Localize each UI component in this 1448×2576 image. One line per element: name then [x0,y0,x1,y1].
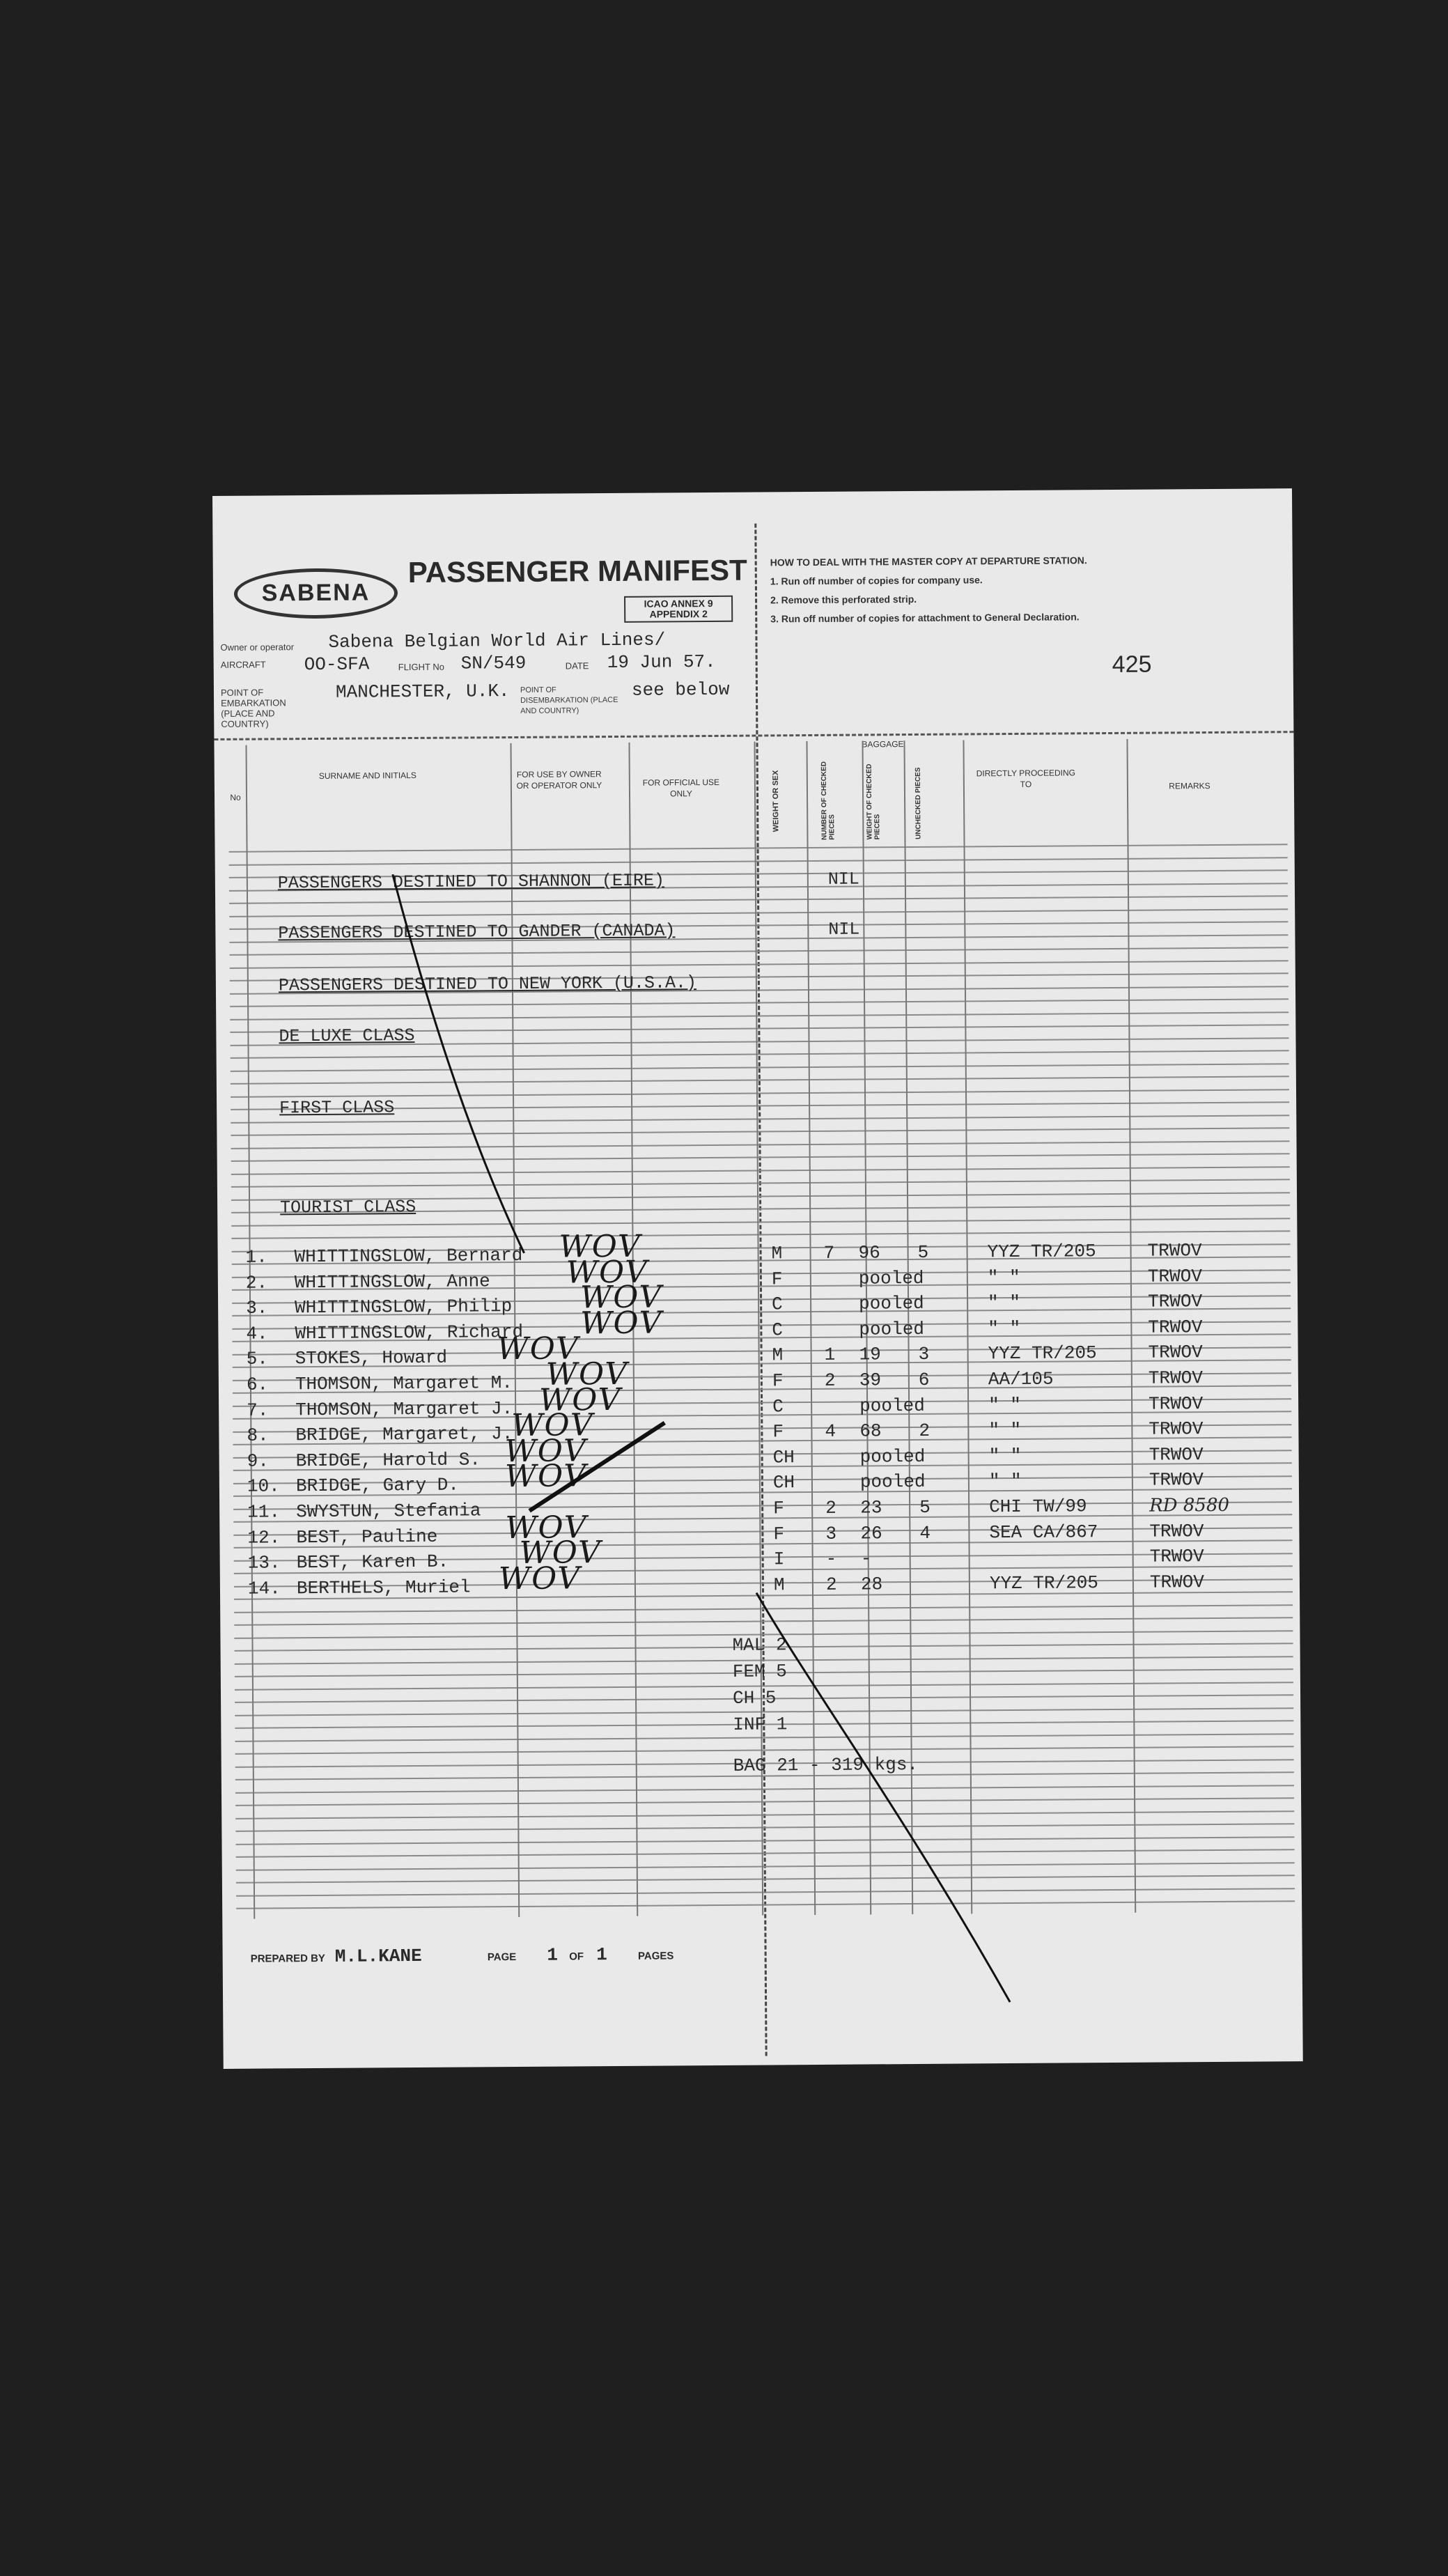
section-shannon-note: NIL [827,869,859,890]
passenger-pcs: 3 [825,1523,837,1544]
passenger-to: AA/105 [988,1368,1054,1390]
strike-line-lower [756,1591,1010,2003]
passenger-rem: TRWOV [1148,1367,1203,1389]
disembarkation-value: see below [631,678,730,701]
passenger-rem: TRWOV [1149,1418,1204,1440]
passenger-unc: 6 [918,1369,930,1390]
passenger-rem: TRWOV [1148,1316,1203,1338]
passenger-rem: TRWOV [1148,1291,1203,1312]
strike-lines [212,488,1303,2069]
passenger-name: STOKES, Howard [295,1347,448,1370]
passenger-rem: TRWOV [1149,1546,1204,1567]
passenger-wt: 39 [859,1370,882,1391]
passenger-no: 13. [247,1552,281,1574]
passenger-unc: 3 [918,1344,930,1365]
col-baggage: BAGGAGE [862,739,904,750]
summary-children: CH 5 [732,1687,777,1709]
passenger-rem: TRWOV [1149,1469,1204,1491]
passenger-to: " " [988,1471,1022,1492]
col-no: No [230,792,241,802]
icao-annex-box: ICAO ANNEX 9 APPENDIX 2 [624,596,733,623]
disembarkation-label: POINT OF DISEMBARKATION (PLACE AND COUNTRY) [520,685,618,715]
passenger-rem: RD 8580 [1149,1494,1230,1516]
handwritten-wov-mark: WOV [559,1228,642,1265]
passenger-to: YYZ TR/205 [987,1241,1096,1263]
passenger-wt: pooled [859,1395,925,1417]
handwritten-wov-mark: WOV [505,1509,588,1546]
passenger-no: 14. [247,1578,281,1599]
passenger-name: SWYSTUN, Stefania [296,1500,481,1523]
passenger-wt: pooled [859,1293,924,1314]
aircraft-label: AIRCRAFT [220,659,266,670]
of-label: OF [569,1950,584,1963]
passenger-no: 3. [246,1297,268,1319]
handwritten-wov-mark: WOV [504,1458,588,1495]
passenger-wt: 28 [860,1574,883,1595]
passenger-no: 7. [247,1399,269,1421]
section-tourist-class: TOURIST CLASS [280,1196,417,1218]
handwritten-wov-mark: WOV [566,1254,649,1291]
passenger-wt: 68 [859,1420,882,1442]
handwritten-wov-mark: WOV [579,1279,663,1316]
passenger-name: WHITTINGSLOW, Anne [294,1270,490,1293]
passenger-sex: C [772,1395,784,1418]
passenger-to: " " [988,1394,1022,1415]
passenger-name: BRIDGE, Harold S. [295,1449,481,1471]
flight-label: FLIGHT No [398,661,444,673]
passenger-to: " " [988,1445,1022,1467]
passenger-to: CHI TW/99 [989,1496,1087,1518]
summary-infants: INF 1 [733,1714,788,1735]
passenger-to: YYZ TR/205 [989,1572,1099,1595]
passenger-rem: TRWOV [1149,1443,1204,1466]
passenger-to: SEA CA/867 [989,1521,1098,1543]
passenger-pcs: 2 [825,1497,836,1519]
passenger-unc: 5 [917,1241,929,1263]
handwritten-wov-mark: WOV [511,1407,594,1444]
handwritten-wov-mark: WOV [538,1381,622,1418]
passenger-to: " " [988,1317,1021,1340]
date-value: 19 Jun 57. [607,651,716,674]
passenger-rem: TRWOV [1147,1265,1202,1287]
passenger-no: 9. [247,1450,269,1472]
passenger-rem: TRWOV [1149,1520,1204,1542]
passenger-wt: pooled [859,1445,926,1468]
passenger-sex: F [773,1523,785,1545]
col-official-use: FOR OFFICIAL USE ONLY [642,777,720,799]
handwritten-wov-mark: WOV [497,1330,580,1367]
passenger-wt: 26 [860,1522,882,1544]
col-surname: SURNAME AND INITIALS [318,770,417,781]
passenger-name: WHITTINGSLOW, Philip [295,1296,513,1319]
passenger-no: 4. [246,1323,268,1344]
passenger-pcs: 7 [823,1242,835,1264]
summary-male: MAL 2 [732,1634,787,1656]
passenger-sex: F [773,1498,784,1519]
passenger-sex: F [772,1421,784,1443]
passenger-sex: M [773,1574,785,1596]
passenger-no: 5. [246,1348,268,1370]
strike-line-upper [393,874,524,1254]
passenger-rem: TRWOV [1147,1240,1202,1262]
passenger-unc: 5 [919,1496,931,1518]
date-label: DATE [565,660,589,672]
passenger-sex: I [773,1549,785,1570]
passenger-no: 8. [247,1425,269,1446]
passenger-name: BRIDGE, Margaret, J. [295,1423,513,1446]
section-first-class: FIRST CLASS [279,1097,395,1119]
instruction-1: 1. Run off number of copies for company use. [770,574,983,587]
passenger-name: BRIDGE, Gary D. [295,1474,460,1497]
passenger-unc: 4 [919,1522,931,1544]
section-gander-note: NIL [828,919,860,940]
prepared-by-label: PREPARED BY [250,1952,325,1965]
passenger-pcs: - [825,1548,837,1570]
passenger-wt: pooled [859,1471,926,1493]
embarkation-value: MANCHESTER, U.K. [335,681,510,703]
passenger-sex: C [772,1294,783,1315]
embarkation-label: POINT OF EMBARKATION (PLACE AND COUNTRY) [220,687,286,729]
passenger-wt: pooled [859,1318,925,1340]
handwritten-wov-mark: WOV [504,1433,588,1469]
passenger-name: BERTHELS, Muriel [296,1576,471,1599]
passenger-name: WHITTINGSLOW, Bernard [294,1244,523,1268]
summary-female: FEM 5 [732,1661,787,1682]
col-weight-sex: WEIGHT OR SEX [771,770,781,832]
passenger-sex: M [772,1344,784,1366]
col-bag-number: NUMBER OF CHECKED PIECES [820,761,836,840]
passenger-wt: - [860,1548,872,1569]
passenger-sex: F [771,1268,783,1290]
section-shannon: PASSENGERS DESTINED TO SHANNON (EIRE) [277,870,665,894]
passenger-name: BEST, Pauline [296,1526,438,1548]
prepared-by-value: M.L.KANE [334,1945,422,1967]
summary-baggage: BAG 21 - 319 kgs. [733,1753,919,1776]
pages-label: PAGES [637,1950,674,1962]
passenger-pcs: 4 [825,1420,836,1443]
strike-line-bridge [529,1422,665,1510]
passenger-name: WHITTINGSLOW, Richard [295,1321,524,1344]
passenger-pcs: 1 [824,1344,836,1366]
passenger-rem: TRWOV [1149,1392,1204,1415]
passenger-unc: 2 [919,1420,931,1442]
instruction-2: 2. Remove this perforated strip. [770,593,917,606]
section-de-luxe: DE LUXE CLASS [279,1025,415,1047]
passenger-wt: 96 [858,1242,880,1264]
passenger-pcs: 2 [825,1574,837,1595]
passenger-pcs: 2 [824,1370,836,1391]
handwritten-wov-mark: WOV [545,1356,629,1392]
passenger-no: 2. [245,1272,268,1294]
document-number: 425 [1112,651,1152,678]
passenger-sex: M [771,1243,783,1264]
operator-value: Sabena Belgian World Air Lines/ [328,629,666,653]
pages-value: 1 [596,1944,607,1966]
instructions-title: HOW TO DEAL WITH THE MASTER COPY AT DEPARTURE STATION. [770,554,1087,568]
section-gander: PASSENGERS DESTINED TO GANDER (CANADA) [278,920,676,944]
passenger-to: " " [988,1420,1022,1441]
handwritten-wov-mark: WOV [519,1535,602,1572]
passenger-no: 1. [245,1246,267,1268]
page-title: PASSENGER MANIFEST [407,553,747,589]
passenger-no: 6. [246,1374,269,1395]
col-owner-use: FOR USE BY OWNER OR OPERATOR ONLY [516,769,602,791]
instruction-3: 3. Run off number of copies for attachment to General Declaration. [770,611,1080,625]
page-label: PAGE [487,1951,517,1964]
passenger-no: 12. [247,1526,281,1549]
col-bag-unchecked: UNCHECKED PIECES [914,767,923,839]
col-bag-weight: WEIGHT OF CHECKED PIECES [865,763,882,840]
operator-label: Owner or operator [220,642,295,653]
passenger-sex: C [772,1319,784,1341]
passenger-name: THOMSON, Margaret M. [295,1372,513,1395]
page-value: 1 [547,1944,559,1966]
passenger-sex: CH [772,1472,795,1493]
aircraft-value: OO-SFA [304,653,370,676]
passenger-name: BEST, Karen B. [296,1551,449,1574]
col-remarks: REMARKS [1169,781,1210,791]
passenger-sex: F [772,1370,784,1392]
section-new-york: PASSENGERS DESTINED TO NEW YORK (U.S.A.) [278,972,697,996]
sabena-logo: SABENA [234,568,398,619]
passenger-to: " " [988,1292,1021,1314]
passenger-wt: pooled [858,1267,924,1289]
passenger-rem: TRWOV [1148,1342,1203,1364]
flight-value: SN/549 [460,652,527,674]
manifest-page [212,488,1303,2069]
col-directly: DIRECTLY PROCEEDING TO [976,768,1075,789]
passenger-name: THOMSON, Margaret J. [295,1397,513,1420]
passenger-sex: CH [772,1446,795,1468]
passenger-no: 10. [247,1475,280,1498]
handwritten-wov-mark: WOV [580,1305,663,1342]
passenger-to: " " [987,1266,1020,1288]
passenger-to: YYZ TR/205 [988,1342,1097,1365]
passenger-wt: 19 [859,1344,881,1365]
passenger-wt: 23 [860,1497,882,1519]
passenger-no: 11. [247,1501,281,1523]
passenger-rem: TRWOV [1149,1571,1205,1593]
handwritten-wov-mark: WOV [498,1560,582,1597]
